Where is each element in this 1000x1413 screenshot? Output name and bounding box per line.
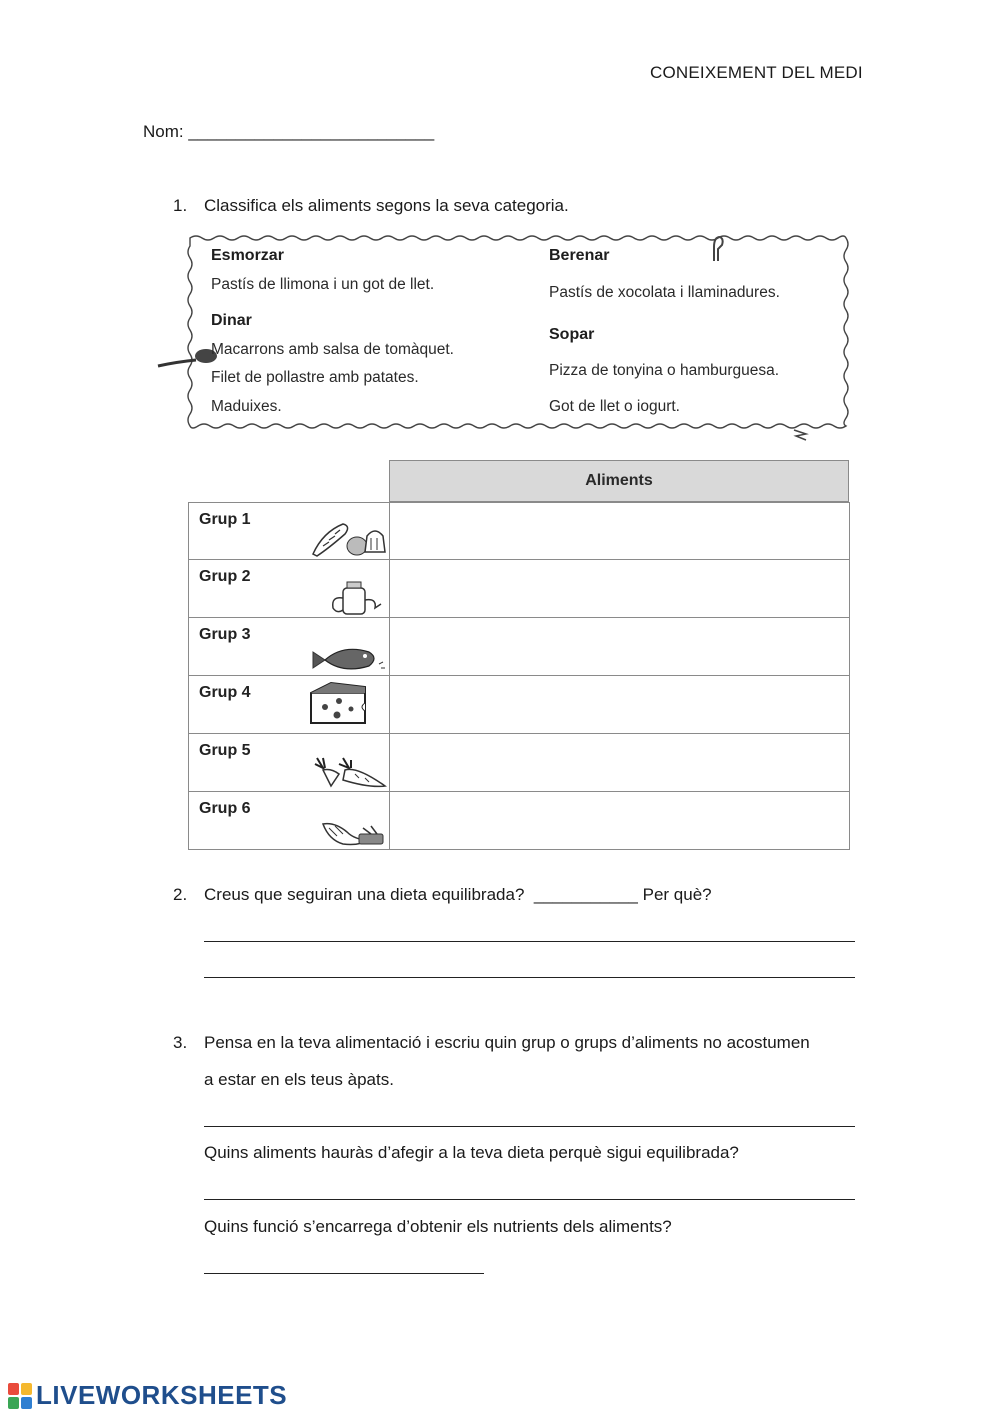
- group-label: Grup 4: [199, 684, 251, 701]
- menu-dinar-title: Dinar: [211, 312, 252, 329]
- question-3-text-line2: a estar en els teus àpats.: [204, 1070, 394, 1089]
- name-field: [143, 122, 434, 142]
- aliments-cell[interactable]: [390, 560, 849, 617]
- question-3-sub2: Quins funció s’encarrega d’obtenir els nutrients dels aliments?: [204, 1217, 672, 1236]
- carrot-icon: [309, 754, 387, 790]
- table-row: [188, 734, 850, 792]
- wavy-border: [184, 232, 852, 432]
- menu-esmorzar-item: Pastís de llimona i un got de llet.: [211, 276, 435, 293]
- question-2-followup: Per què?: [642, 885, 712, 904]
- menu-sopar-item: Got de llet o iogurt.: [549, 398, 680, 415]
- question-1-text: Classifica els aliments segons la seva categoria.: [204, 196, 569, 215]
- candy-icon: [319, 818, 387, 848]
- question-1-number: 1.: [173, 196, 188, 215]
- group-label-cell: [189, 792, 390, 849]
- menu-sopar-item: Pizza de tonyina o hamburguesa.: [549, 362, 780, 379]
- question-2-number: 2.: [173, 885, 188, 904]
- subject-header: CONEIXEMENT DEL MEDI: [650, 63, 863, 82]
- table-header-aliments: Aliments: [389, 460, 849, 502]
- group-label: Grup 5: [199, 742, 251, 759]
- bread-icon: [309, 518, 387, 558]
- question-1: [0, 196, 1000, 218]
- table-row: [188, 560, 850, 618]
- aliments-cell[interactable]: [390, 503, 849, 559]
- table-row: [188, 618, 850, 676]
- knife-tip-icon: [792, 428, 810, 442]
- group-label-cell: [189, 676, 390, 733]
- answer-line[interactable]: [204, 941, 855, 942]
- group-label: Grup 6: [199, 800, 251, 817]
- name-input-blank[interactable]: __________________________: [188, 122, 435, 141]
- oil-jar-icon: [325, 580, 387, 616]
- menu-dinar-item: Macarrons amb salsa de tomàquet.: [211, 341, 454, 358]
- menu-berenar-title: Berenar: [549, 247, 610, 264]
- answer-line[interactable]: [204, 977, 855, 978]
- question-3-number: 3.: [173, 1033, 188, 1052]
- logo-blocks-icon: [8, 1383, 32, 1409]
- food-groups-table: [188, 460, 850, 853]
- group-label-cell: [189, 618, 390, 675]
- menu-esmorzar-title: Esmorzar: [211, 247, 284, 264]
- aliments-cell[interactable]: [390, 676, 849, 733]
- question-2: [0, 885, 1000, 907]
- group-label: Grup 3: [199, 626, 251, 643]
- menu-dinar-item: Maduixes.: [211, 398, 282, 415]
- table-row: [188, 502, 850, 560]
- table-row: [188, 792, 850, 850]
- aliments-cell[interactable]: [390, 792, 849, 849]
- menu-dinar-item: Filet de pollastre amb patates.: [211, 369, 419, 386]
- table-row: [188, 676, 850, 734]
- fish-icon: [309, 640, 387, 674]
- menu-box: [184, 232, 852, 432]
- group-label-cell: [189, 560, 390, 617]
- aliments-cell[interactable]: [390, 734, 849, 791]
- aliments-cell[interactable]: [390, 618, 849, 675]
- answer-line[interactable]: [204, 1273, 484, 1274]
- question-3: [0, 1033, 1000, 1055]
- group-label-cell: [189, 734, 390, 791]
- answer-line[interactable]: [204, 1126, 855, 1127]
- question-3-text-line1: Pensa en la teva alimentació i escriu quin grup o grups d’aliments no acostumen: [204, 1033, 810, 1052]
- question-2-answer-blank[interactable]: ___________: [533, 885, 638, 904]
- liveworksheets-logo: [8, 1380, 287, 1411]
- group-label: Grup 2: [199, 568, 251, 585]
- question-2-text-wrap: [204, 885, 712, 905]
- question-3-sub1: Quins aliments hauràs d’afegir a la teva dieta perquè sigui equilibrada?: [204, 1143, 739, 1162]
- question-2-text: Creus que seguiran una dieta equilibrada?: [204, 885, 525, 904]
- group-label: Grup 1: [199, 511, 251, 528]
- name-label: Nom:: [143, 122, 189, 141]
- menu-berenar-item: Pastís de xocolata i llaminadures.: [549, 284, 780, 301]
- group-label-cell: [189, 503, 390, 559]
- table-body: [188, 502, 850, 850]
- menu-sopar-title: Sopar: [549, 326, 595, 343]
- answer-line[interactable]: [204, 1199, 855, 1200]
- brand-name: LIVEWORKSHEETS: [36, 1380, 288, 1410]
- cheese-icon: [307, 679, 373, 729]
- fork-icon: [710, 235, 726, 263]
